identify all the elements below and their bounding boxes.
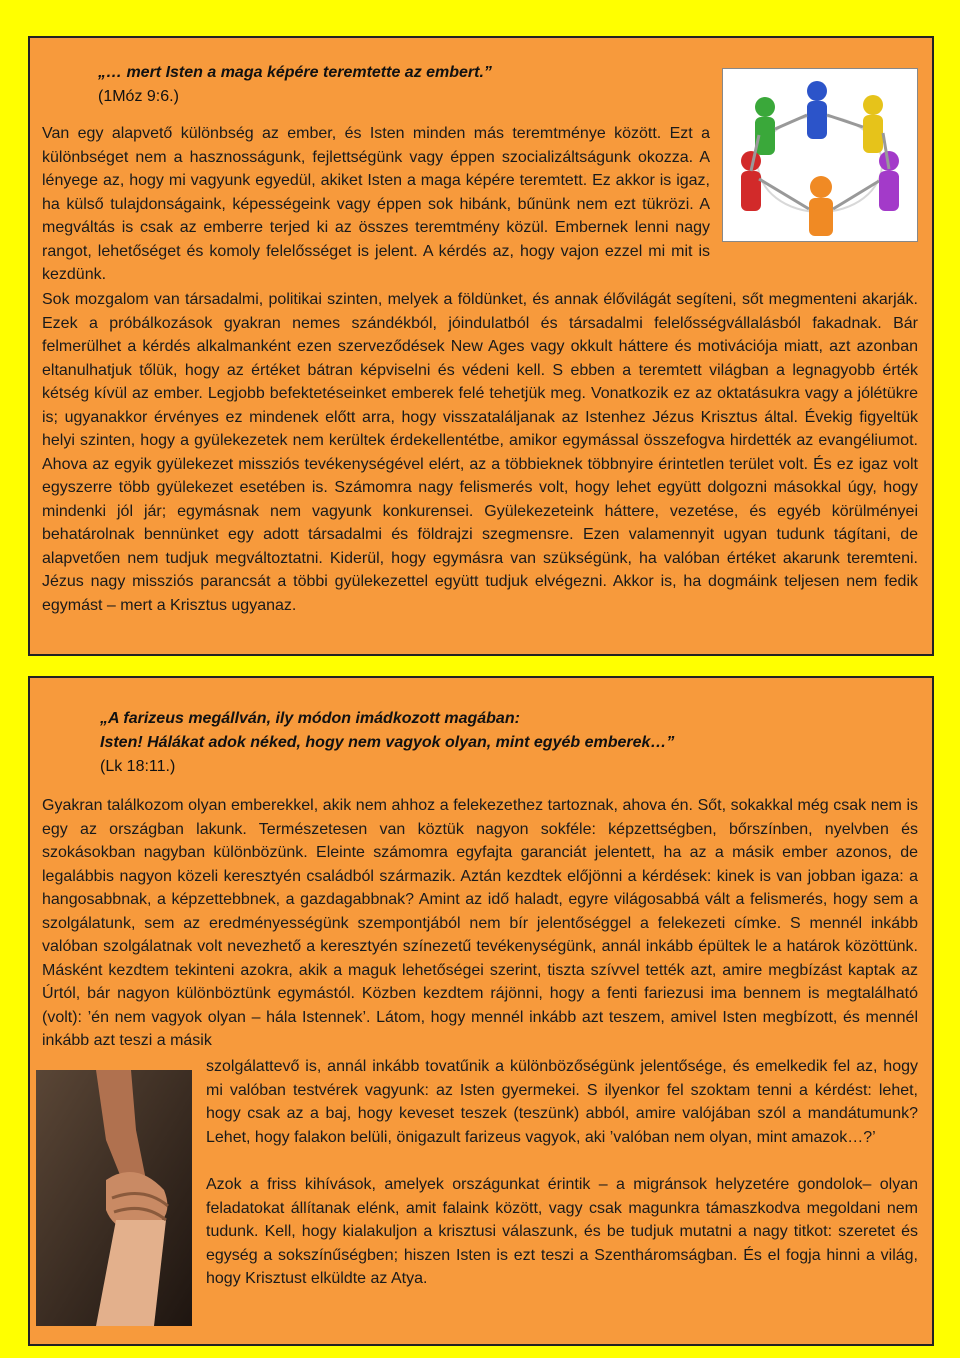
clasped-hands-image: [36, 1070, 192, 1326]
hands-icon: [36, 1070, 192, 1326]
bible-quote-2: [100, 707, 860, 779]
quote-line-1: „A farizeus megállván, ily módon imádkozott magában:: [100, 710, 520, 727]
section-1-paragraph-main: Sok mozgalom van társadalmi, politikai szinten, melyek a földünket, és annak élővilágát segíteni, sőt megmenteni akarják. Ezek a próbálkozások gyakran nemes szándékból, jóindulatból és társadalmi felelősségvállalásból fakadnak. Bár felmerülhet a kérdés alkalmanként ezen szerveződések New Ages vagy okkult háttere és motivációja miatt, azt azonban eltanulhatjuk tőlük, hogy az értéket bátran képviselni és védeni kell. S ebben a teremtett világban a legnagyobb érték kétség kívül az ember. Legjobb befektetéseinket emberek felé tehetjük meg. Vonatkozik ez az oktatásukra vagy a jólétükre is; ugyanakkor érvényes ez mindenek előtt arra, hogy visszataláljanak az Istenhez Jézus Krisztus által. Évekig figyeltük helyi szinten, hogy a gyülekezetek nem kerültek érdekellentétbe, amikor egymással összefogva hirdették az evangéliumot. Ahova az egyik gyülekezet missziós tevékenységével elért, az a többieknek többnyire érintetlen terület volt. És ez igaz volt egyszerre több gyülekezet esetében is. Számomra nagy felismerés volt, hogy lehet együtt dolgozni másokkal úgy, hogy mindenki jól jár; egymásnak nem vagyunk konkurensei. Gyülekezeteink háttere, vezetése, és egyéb körülményei behatárolnak bennünket egy adott társadalmi és földrajzi szegmensre. Ezen valamennyit ugyan tudunk tágítani, de alapvetően nem tudjuk megváltoztatni. Kiderül, hogy egymásra van szükségünk, ha valóban értéket akarunk teremteni. Jézus nagy missziós parancsát a többi gyülekezettel együtt tudjuk elvégezni. Akkor is, ha dogmáink teljesen nem fedik egymást – mert a Krisztus ugyanaz.: [42, 291, 918, 614]
section-2-paragraph-top: Gyakran találkozom olyan emberekkel, akik nem ahhoz a felekezethez tartoznak, ahova én. Sőt, sokakkal még csak nem is egy az országban lakunk. Természetesen van köztük nagyon sokféle: képzettségben, bőrszínben, nyelvben és szokásokban nagyban különbözünk. Eleinte számomra egyfajta garanciát jelentett, ha az a másik ember azonos, de legalábbis nagyon közeli keresztyén családból származik. Aztán kezdtek előjönni a kérdések: kinek is van jobban igaza: a hangosabbnak, a képzettebbnek, a gazdagabbnak? Amint az idő haladt, egyre világosabbá vált a felismerés, hogy sem a szolgálatunk, sem az eredményességünk szempontjából nem bír jelentőséggel a felekezeti címke. S mennél inkább valóban szolgálatnak volt nevezhető a keresztyén színezetű tevékenységünk, annál inkább épültek le a határok közöttünk. Másként kezdtem tekinteni azokra, akik a maguk lehetőségei szerint, tiszta szívvel tették azt, amire megbízást kaptak az Úrtól, bár nagyon különböztünk egymástól. Közben kezdtem rájönni, hogy a fenti fariezusi ima bennem is megtalálható (volt): ’én nem vagyok olyan – hála Istennek’. Látom, hogy mennél inkább azt teszem, amivel Isten megbízott, és mennél inkább azt teszi a másik: [42, 797, 918, 1049]
quote-reference: (Lk 18:11.): [100, 758, 176, 775]
people-circle-icon: [723, 69, 917, 241]
section-1-paragraph-top: Van egy alapvető különbség az ember, és Isten minden más teremtménye között. Ezt a különbséget nem a hasznosságunk, fejlettségünk vagy éppen szocializáltságunk okozza. A lényege az, hogy mi vagyunk egyedül, akiket Isten a maga képére teremtett. Ez akkor is igaz, ha külső tulajdonságaink, képességeink vagy éppen sok hibánk, bűnünk nem ezt tükrözi. A megváltás is csak az emberre terjed ki az összes teremtmény közül. Embernek lenni nagy rangot, lehetőséget és komoly felelősséget is jelent. A kérdés az, hogy vajon ezzel mi mit is kezdünk.: [42, 125, 710, 283]
quote-line-2: Isten! Hálákat adok néked, hogy nem vagyok olyan, mint egyéb emberek…”: [100, 734, 675, 751]
people-circle-image: [722, 68, 918, 242]
section-2-paragraph-side: szolgálattevő is, annál inkább tovatűnik a különbözőségünk jelentősége, és emelkedik fel az, hogy mi valóban testvérek vagyunk: az Isten gyermekei. S ilyenkor fel szoktam tenni a kérdést: lehet, hogy csak az a baj, hogy keveset teszek (teszünk) abból, amire valójában szól a mandátumunk? Lehet, hogy falakon belüli, önigazult farizeus vagyok, aki ’valóban nem olyan, mint amazok…?’: [206, 1058, 918, 1146]
quote-text: „… mert Isten a maga képére teremtette az embert.”: [98, 64, 492, 81]
quote-reference: (1Móz 9:6.): [98, 88, 179, 105]
section-2-paragraph-side-2: Azok a friss kihívások, amelyek országunkat érintik – a migránsok helyzetére gondolok– olyan feladatokat állítanak elénk, amit falaink között, vagy csak magunkra támaszkodva megoldani nem tudunk. Kell, hogy kialakuljon a krisztusi válaszunk, és be tudjuk mutatni a nagy titkot: szeretet és egység a sokszínűségben; hiszen Isten is ezt teszi a Szentháromságban. És el fogja hinni a világ, hogy Krisztust elküldte az Atya.: [206, 1176, 918, 1287]
bible-quote-1: [98, 61, 658, 109]
